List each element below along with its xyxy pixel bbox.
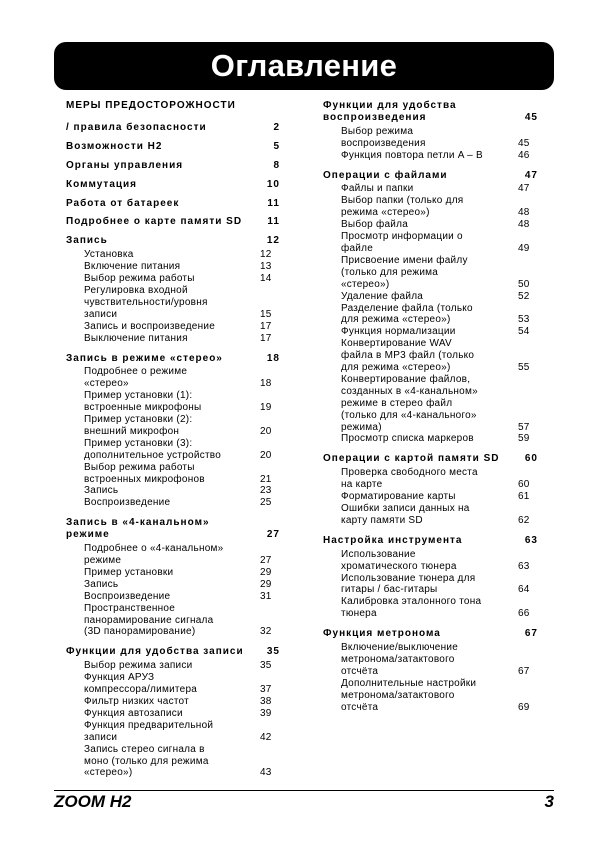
toc-section-page: 27 bbox=[266, 529, 280, 541]
toc-entry-page: 14 bbox=[260, 273, 272, 285]
toc-section-heading[interactable] bbox=[66, 160, 280, 172]
toc-entry-page: 39 bbox=[260, 707, 272, 719]
toc-entry[interactable] bbox=[323, 467, 538, 491]
toc-section-page: 67 bbox=[524, 628, 538, 640]
toc-entry[interactable] bbox=[66, 567, 280, 579]
toc-entry[interactable] bbox=[66, 579, 280, 591]
toc-entry-page: 29 bbox=[260, 578, 272, 590]
toc-entry-title: Присвоение имени файлу (только для режима «стерео») bbox=[341, 254, 468, 290]
toc-section bbox=[66, 100, 280, 112]
toc-entry-page: 46 bbox=[518, 149, 530, 161]
toc-section bbox=[66, 198, 280, 210]
toc-entry-page: 25 bbox=[260, 497, 272, 509]
toc-section-title: Работа от батареек bbox=[66, 197, 180, 209]
toc-section-title: Функция метронома bbox=[323, 628, 441, 640]
toc-section bbox=[66, 141, 280, 153]
toc-section-page: 18 bbox=[266, 352, 280, 364]
toc-entry-page: 50 bbox=[518, 278, 530, 290]
toc-entry-page: 21 bbox=[260, 473, 272, 485]
toc-section bbox=[66, 122, 280, 134]
toc-entry[interactable] bbox=[323, 303, 538, 327]
toc-entry-title: Фильтр низких частот bbox=[84, 695, 189, 707]
toc-section-heading[interactable] bbox=[66, 517, 280, 541]
toc-entry-page: 17 bbox=[260, 320, 272, 332]
toc-entry-title: Запись стерео сигнала в моно (только для режима «стерео») bbox=[84, 743, 209, 779]
toc-section bbox=[323, 628, 538, 713]
toc-entry-title: Конвертирование файлов, созданных в «4-канальном» режиме в стерео файл (только для «4-канального» режима) bbox=[341, 373, 478, 433]
toc-entry[interactable] bbox=[66, 720, 280, 744]
toc-entry-page: 52 bbox=[518, 290, 530, 302]
toc-section bbox=[66, 160, 280, 172]
footer-brand: ZOOM H2 bbox=[54, 792, 132, 811]
toc-entry-title: Файлы и папки bbox=[341, 183, 414, 195]
toc-section-heading[interactable] bbox=[323, 535, 538, 547]
toc-entry-page: 57 bbox=[518, 421, 530, 433]
toc-entry-title: Установка bbox=[84, 249, 134, 261]
toc-entry[interactable] bbox=[323, 150, 538, 162]
toc-entry-page: 48 bbox=[518, 207, 530, 219]
toc-entry-title: Пример установки (3): дополнительное устройство bbox=[84, 437, 222, 461]
toc-entry[interactable] bbox=[323, 549, 538, 573]
toc-entry-page: 37 bbox=[260, 684, 272, 696]
toc-entry[interactable] bbox=[323, 573, 538, 597]
toc-entry-title: Включение/выключение метронома/затактового отсчёта bbox=[341, 642, 459, 677]
toc-section-title: МЕРЫ ПРЕДОСТОРОЖНОСТИ bbox=[66, 100, 236, 111]
toc-entry-page: 18 bbox=[260, 378, 272, 390]
toc-entry-page: 43 bbox=[260, 767, 272, 779]
toc-section bbox=[66, 646, 280, 779]
toc-entry[interactable] bbox=[66, 285, 280, 321]
toc-section bbox=[66, 179, 280, 191]
toc-section bbox=[323, 170, 538, 446]
toc-entry-title: Пространственное панорамирование сигнала (3D панорамирование) bbox=[84, 602, 214, 638]
toc-entry[interactable] bbox=[66, 603, 280, 639]
toc-entry[interactable] bbox=[66, 660, 280, 672]
toc-entry-title: Ошибки записи данных на карту памяти SD bbox=[341, 503, 470, 526]
toc-section-heading[interactable] bbox=[323, 628, 538, 640]
toc-entry-page: 29 bbox=[260, 566, 272, 578]
toc-entry[interactable] bbox=[323, 326, 538, 338]
toc-entry[interactable] bbox=[323, 491, 538, 503]
toc-entry-title: Воспроизведение bbox=[84, 590, 171, 602]
toc-entry[interactable] bbox=[66, 273, 280, 285]
toc-entry-page: 27 bbox=[260, 555, 272, 566]
toc-entry[interactable] bbox=[323, 338, 538, 374]
toc-section-title: Подробнее о карте памяти SD bbox=[66, 216, 243, 228]
toc-entry-page: 32 bbox=[260, 626, 272, 638]
toc-entry-page: 15 bbox=[260, 308, 272, 320]
toc-entry[interactable] bbox=[323, 126, 538, 150]
toc-section-page: 63 bbox=[524, 534, 538, 546]
toc-entry-title: Выбор режима воспроизведения bbox=[341, 125, 426, 149]
toc-section-heading[interactable] bbox=[66, 122, 280, 134]
toc-section-page: 47 bbox=[524, 169, 538, 181]
toc-section-title: Запись в режиме «стерео» bbox=[66, 352, 223, 364]
toc-section-title: Органы управления bbox=[66, 159, 184, 171]
toc-entry[interactable] bbox=[66, 672, 280, 696]
toc-section-title: Операции с файлами bbox=[323, 169, 448, 181]
toc-entry-page: 35 bbox=[260, 660, 272, 672]
toc-entry-page: 42 bbox=[260, 731, 272, 743]
toc-entry-title: Подробнее о «4-канальном» режиме bbox=[84, 543, 224, 566]
toc-entry-title: Удаление файла bbox=[341, 290, 424, 302]
toc-section-title: / правила безопасности bbox=[66, 121, 207, 133]
toc-entry-title: Конвертирование WAV файла в MP3 файл (только для режима «стерео») bbox=[341, 338, 475, 374]
toc-section bbox=[66, 216, 280, 228]
toc-section-heading[interactable] bbox=[323, 100, 538, 124]
toc-section bbox=[66, 353, 280, 510]
toc-section-title: Коммутация bbox=[66, 178, 138, 190]
toc-section bbox=[323, 100, 538, 162]
toc-entry-page: 20 bbox=[260, 425, 272, 437]
page-title: Оглавление bbox=[54, 42, 554, 90]
toc-entry-title: Запись bbox=[84, 578, 119, 590]
toc-entry-page: 38 bbox=[260, 695, 272, 707]
toc-right-column bbox=[323, 100, 538, 722]
toc-entry[interactable] bbox=[66, 591, 280, 603]
toc-section-heading[interactable] bbox=[66, 198, 280, 210]
toc-entry-page: 61 bbox=[518, 491, 530, 503]
toc-entry[interactable] bbox=[323, 231, 538, 255]
toc-entry-page: 54 bbox=[518, 326, 530, 338]
toc-section-page: 11 bbox=[267, 197, 280, 209]
toc-entry[interactable] bbox=[66, 333, 280, 345]
toc-entry[interactable] bbox=[66, 321, 280, 333]
footer-divider bbox=[54, 790, 554, 791]
toc-section-page: 45 bbox=[524, 111, 538, 123]
toc-section-page: 12 bbox=[266, 235, 280, 247]
toc-section-heading[interactable] bbox=[66, 100, 280, 112]
toc-entry[interactable] bbox=[323, 503, 538, 527]
toc-entry[interactable] bbox=[323, 291, 538, 303]
toc-entry-page: 31 bbox=[260, 590, 272, 602]
toc-entry-page: 59 bbox=[518, 433, 530, 445]
toc-entry-title: Выбор файла bbox=[341, 219, 409, 231]
toc-section-heading[interactable] bbox=[66, 141, 280, 153]
toc-section-heading[interactable] bbox=[66, 646, 280, 658]
toc-entry-title: Форматирование карты bbox=[341, 491, 456, 503]
toc-entry-title: Регулировка входной чувствительности/уровня записи bbox=[84, 284, 208, 320]
toc-entry-page: 66 bbox=[518, 608, 530, 620]
toc-entry-title: Калибровка эталонного тона тюнера bbox=[341, 596, 482, 620]
toc-entry-page: 20 bbox=[260, 449, 272, 461]
toc-section-heading[interactable] bbox=[323, 453, 538, 465]
toc-entry[interactable] bbox=[323, 433, 538, 445]
toc-entry-page: 64 bbox=[518, 584, 530, 596]
toc-section-title: Запись bbox=[66, 235, 108, 247]
toc-entry[interactable] bbox=[323, 255, 538, 291]
toc-section-title: Настройка инструмента bbox=[323, 534, 463, 546]
toc-entry-page: 62 bbox=[518, 514, 530, 526]
toc-section bbox=[66, 517, 280, 638]
toc-entry-title: Подробнее о режиме «стерео» bbox=[84, 366, 188, 390]
toc-entry-title: Использование тюнера для гитары / бас-гитары bbox=[341, 572, 476, 596]
toc-entry-title: Включение питания bbox=[84, 261, 181, 273]
toc-section-heading[interactable] bbox=[66, 235, 280, 247]
toc-section-title: Операции с картой памяти SD bbox=[323, 453, 500, 465]
toc-entry-title: Функция повтора петли A – B bbox=[341, 149, 483, 161]
toc-entry[interactable] bbox=[323, 678, 538, 714]
toc-entry-page: 47 bbox=[518, 183, 530, 195]
toc-entry-title: Функция автозаписи bbox=[84, 707, 183, 719]
toc-entry-title: Разделение файла (только для режима «стерео») bbox=[341, 302, 473, 326]
toc-entry-title: Проверка свободного места на карте bbox=[341, 467, 478, 491]
toc-entry-title: Пример установки bbox=[84, 566, 174, 578]
toc-section-heading[interactable] bbox=[66, 216, 280, 228]
toc-entry-title: Функция АРУЗ компрессора/лимитера bbox=[84, 672, 198, 696]
toc-entry[interactable] bbox=[323, 642, 538, 678]
toc-entry-page: 69 bbox=[518, 701, 530, 713]
toc-entry[interactable] bbox=[323, 374, 538, 434]
toc-section-title: Запись в «4-канальном» режиме bbox=[66, 517, 210, 541]
toc-entry-title: Выбор режима работы bbox=[84, 273, 195, 285]
toc-section-heading[interactable] bbox=[323, 170, 538, 182]
toc-section-page: 60 bbox=[524, 453, 538, 465]
toc-section-page: 2 bbox=[273, 121, 280, 133]
toc-entry-title: Выключение питания bbox=[84, 332, 188, 344]
toc-entry[interactable] bbox=[323, 219, 538, 231]
toc-entry[interactable] bbox=[323, 183, 538, 195]
toc-entry-title: Функция нормализации bbox=[341, 326, 456, 338]
toc-section bbox=[66, 235, 280, 344]
toc-entry[interactable] bbox=[66, 485, 280, 497]
toc-section-page: 8 bbox=[273, 159, 280, 171]
toc-entry[interactable] bbox=[66, 438, 280, 462]
toc-entry-page: 63 bbox=[518, 560, 530, 572]
toc-entry-page: 48 bbox=[518, 219, 530, 231]
toc-section-heading[interactable] bbox=[66, 353, 280, 365]
toc-entry-page: 60 bbox=[518, 479, 530, 491]
toc-entry-title: Выбор режима записи bbox=[84, 660, 193, 672]
toc-entry-title: Функция предварительной записи bbox=[84, 719, 214, 743]
toc-section-title: Функции для удобства записи bbox=[66, 646, 244, 658]
toc-section bbox=[323, 453, 538, 526]
toc-entry-page: 17 bbox=[260, 332, 272, 344]
toc-entry-title: Пример установки (2): внешний микрофон bbox=[84, 414, 193, 437]
toc-entry[interactable] bbox=[66, 708, 280, 720]
toc-entry-page: 12 bbox=[260, 249, 272, 261]
toc-entry-title: Просмотр списка маркеров bbox=[341, 433, 474, 445]
toc-entry-title: Выбор режима работы встроенных микрофонов bbox=[84, 461, 205, 485]
toc-section-heading[interactable] bbox=[66, 179, 280, 191]
toc-entry[interactable] bbox=[66, 462, 280, 486]
toc-entry-page: 23 bbox=[260, 485, 272, 497]
toc-entry[interactable] bbox=[323, 596, 538, 620]
toc-entry[interactable] bbox=[66, 543, 280, 567]
toc-entry-title: Воспроизведение bbox=[84, 497, 171, 509]
toc-entry-title: Запись и воспроизведение bbox=[84, 320, 216, 332]
toc-section-page: 10 bbox=[266, 178, 280, 190]
toc-entry-page: 49 bbox=[518, 242, 530, 254]
toc-entry-page: 67 bbox=[518, 665, 530, 677]
toc-section-page: 5 bbox=[273, 140, 280, 152]
toc-entry-title: Просмотр информации о файле bbox=[341, 231, 463, 254]
toc-section-title: Возможности H2 bbox=[66, 140, 163, 152]
toc-entry[interactable] bbox=[66, 261, 280, 273]
toc-entry-title: Пример установки (1): встроенные микрофоны bbox=[84, 390, 202, 414]
footer-page-number: 3 bbox=[544, 792, 554, 811]
toc-entry-page: 55 bbox=[518, 362, 530, 374]
toc-entry[interactable] bbox=[66, 366, 280, 390]
toc-section-page: 35 bbox=[266, 646, 280, 658]
toc-entry[interactable] bbox=[66, 497, 280, 509]
toc-section bbox=[323, 535, 538, 620]
toc-entry-title: Использование хроматического тюнера bbox=[341, 548, 457, 572]
toc-entry-title: Дополнительные настройки метронома/затактового отсчёта bbox=[341, 677, 477, 713]
toc-left-column bbox=[66, 100, 280, 787]
toc-section-page: 11 bbox=[267, 216, 280, 228]
toc-entry-page: 19 bbox=[260, 402, 272, 414]
toc-entry[interactable] bbox=[66, 414, 280, 438]
toc-entry[interactable] bbox=[66, 696, 280, 708]
toc-entry-title: Запись bbox=[84, 485, 119, 497]
toc-entry-page: 45 bbox=[518, 137, 530, 149]
toc-entry[interactable] bbox=[323, 195, 538, 219]
toc-entry[interactable] bbox=[66, 744, 280, 780]
toc-entry-title: Выбор папки (только для режима «стерео») bbox=[341, 195, 464, 219]
toc-section-title: Функции для удобства воспроизведения bbox=[323, 100, 457, 123]
toc-entry-page: 53 bbox=[518, 314, 530, 326]
toc-entry[interactable] bbox=[66, 249, 280, 261]
toc-entry-page: 13 bbox=[260, 261, 272, 273]
toc-entry[interactable] bbox=[66, 390, 280, 414]
